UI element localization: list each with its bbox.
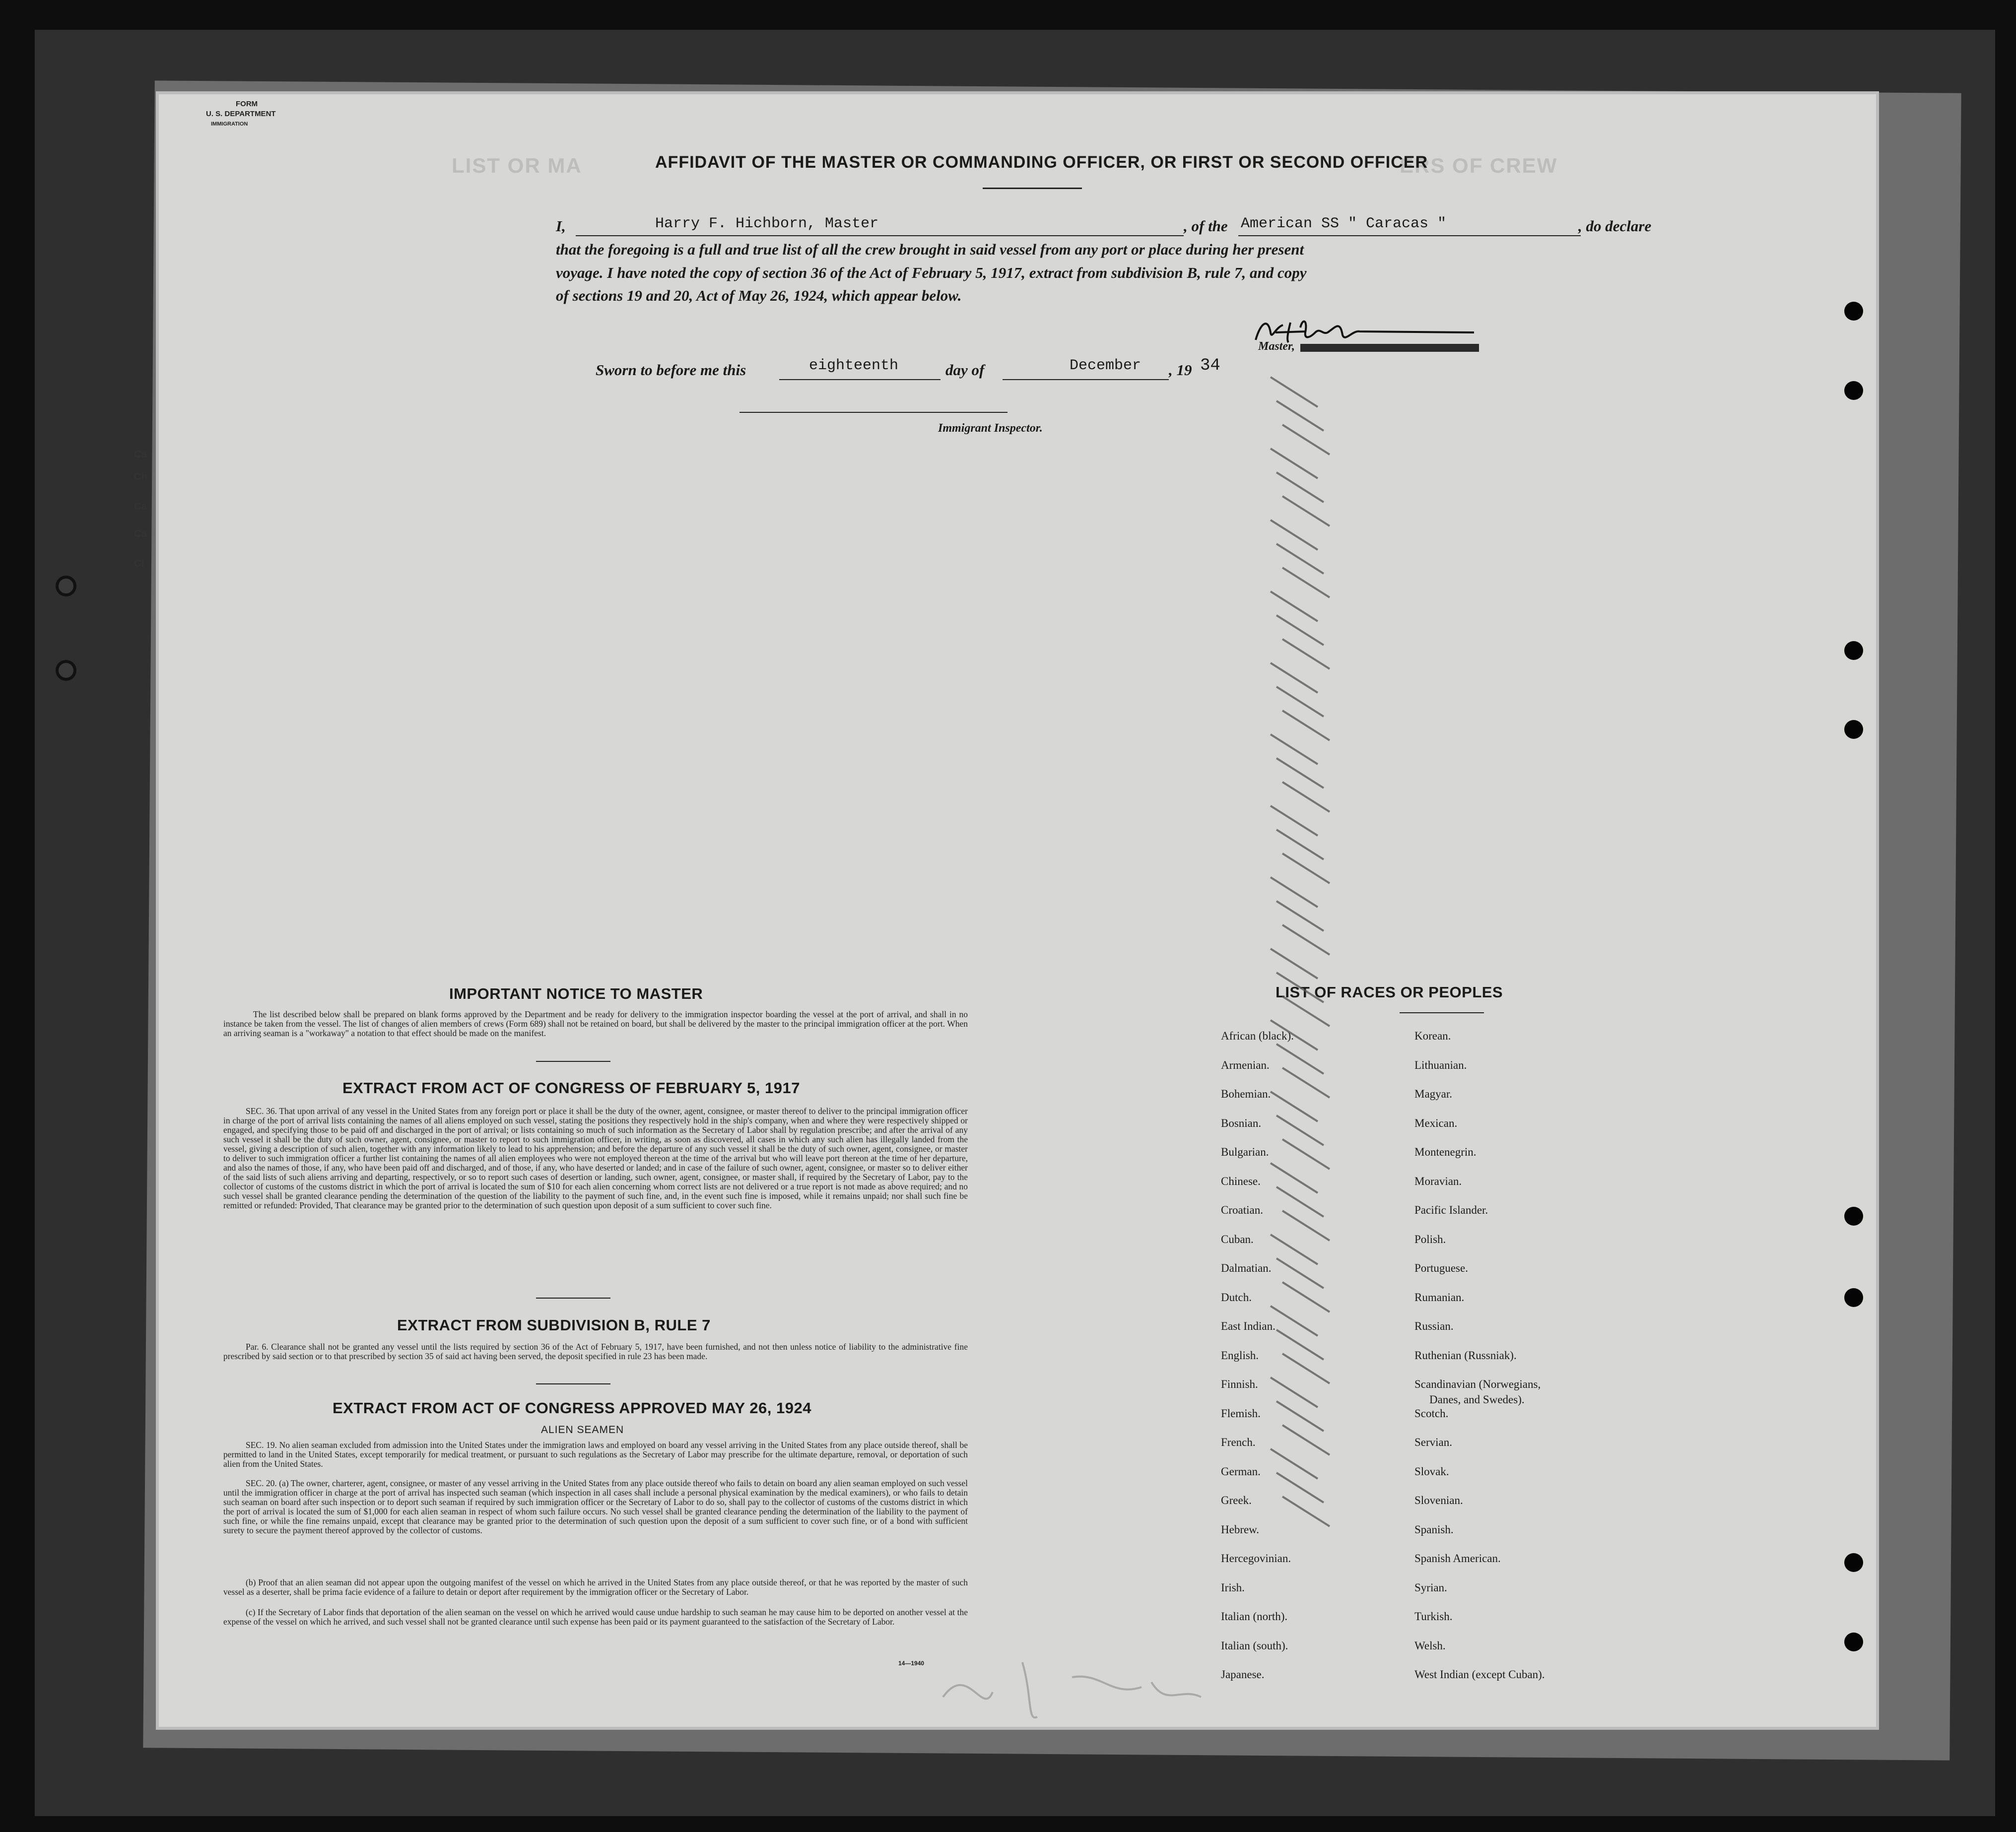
do-declare-label: , do declare (1578, 217, 1652, 235)
race-item: Italian (south). (1221, 1639, 1288, 1652)
affidavit-line-3: voyage. I have noted the copy of section 36 of the Act of February 5, 1917, extract from subdivision B, rule 7, and copy (556, 264, 1307, 281)
race-item: Chinese. (1221, 1175, 1261, 1187)
sec19-text: SEC. 19. No alien seaman excluded from admission into the United States under the immigration laws and employed on board any vessel arriving in the United States from any place outside thereof, shall be permitted to land in the United States, except temporarily for medical treatment, or pursuant to such regulations as the Secretary of Labor may prescribe for the ultimate departure, removal, or deportation of such alien from the United States. (223, 1440, 968, 1469)
faded-heading-right: ERS OF CREW (1400, 154, 1558, 177)
edge-fragment: Ch (134, 471, 147, 482)
punch-hole (56, 576, 76, 596)
extract-1917-body: SEC. 36. That upon arrival of any vessel in the United States from any foreign port or place it shall be the duty of the owner, agent, consignee, or master thereof to deliver to the principal immigration officer in charge of the port of arrival lists containing the names of all aliens employed on such vessel, stating the positions they respectively hold in the ship's company, when and where they were respectively shipped or engaged, and specifying those to be paid off and discharged in the port of arrival; or lists containing so much of such information as the Secretary of Labor shall by regulation prescribe; and after the arrival of any such vessel it shall be the duty of such owner, agent, consignee, or master to report to such immigration officer, in writing, as soon as discovered, all cases in which any such alien has illegally landed from the vessel, giving a description of such alien, together with any information likely to lead to his apprehension; and before the departure of any such vessel it shall be the duty of such owner, agent, consignee, or master to deliver to such immigration officer a further list containing the names of all alien employees who were not employed thereon at the time of the arrival but who will leave port thereon at the time of her departure, and also the names of those, if any, who have been paid off and discharged, and of those, if any, who have deserted or landed; and in case of the failure of such owner, agent, consignee, or master so to deliver either of the said lists of such aliens arriving and departing, respectively, or so to report such cases of desertion or landing, such owner, agent, consignee, or master shall, if required by the Secretary of Labor, pay to the collector of customs of the customs district in which the port of arrival is located the sum of $10 for each alien concerning whom correct lists are not delivered or a true report is not made as above required; and no such vessel shall be granted clearance pending the determination of the question of the liability to the payment of such fine, and, in the event such fine is imposed, while it remains unpaid; nor shall such fine be remitted or refunded: Provided, That clearance may be granted prior to the determination of such question upon deposit of a sum sufficient to cover such fine. (223, 1106, 968, 1210)
corner-line: U. S. DEPARTMENT (206, 110, 276, 118)
race-item: Croatian. (1221, 1204, 1263, 1216)
race-item: Turkish. (1414, 1610, 1453, 1623)
race-item: French. (1221, 1436, 1256, 1448)
vessel-field-line (1238, 235, 1581, 236)
edge-fragment: Ca (134, 528, 147, 539)
race-item: Cuban. (1221, 1233, 1254, 1245)
sec20c-text: (c) If the Secretary of Labor finds that deportation of the alien seaman on the vessel on which he arrived would cause undue hardship to such seaman he may cause him to be deported on another vessel at the expense of the vessel on which he arrived, and such vessel shall not be granted clearance until such expense has been paid or its payment guaranteed to the satisfaction of the Secretary of Labor. (223, 1607, 968, 1627)
extract-1917-heading: EXTRACT FROM ACT OF CONGRESS OF FEBRUARY 5, 1917 (342, 1079, 800, 1097)
day-field-line (779, 379, 941, 380)
race-item: Japanese. (1221, 1668, 1265, 1681)
race-item: Slovenian. (1414, 1494, 1463, 1506)
rule7-rule (536, 1383, 610, 1384)
race-item: Scotch. (1414, 1407, 1449, 1420)
race-item: Ruthenian (Russniak). (1414, 1349, 1517, 1362)
race-item: Moravian. (1414, 1175, 1462, 1187)
race-item: Montenegrin. (1414, 1146, 1477, 1158)
year-value: 34 (1200, 356, 1220, 375)
day-of-label: day of (945, 361, 985, 379)
race-item: Danes, and Swedes). (1429, 1393, 1525, 1406)
punch-hole (1844, 381, 1863, 400)
edge-fragment: Ca (134, 501, 147, 512)
alien-seamen-subheading: ALIEN SEAMEN (541, 1424, 624, 1436)
race-item: Servian. (1414, 1436, 1453, 1448)
race-item: Dalmatian. (1221, 1262, 1272, 1274)
punch-hole (1844, 641, 1863, 660)
rule7-heading: EXTRACT FROM SUBDIVISION B, RULE 7 (397, 1316, 711, 1334)
affidavit-title: AFFIDAVIT OF THE MASTER OR COMMANDING OFFICER, OR FIRST OR SECOND OFFICER (655, 153, 1428, 172)
race-item: Irish. (1221, 1581, 1245, 1594)
notice-body: The list described below shall be prepared on blank forms approved by the Department and be ready for delivery to the immigration inspector boarding the vessel at the port of arrival, and shall in no instance be taken from the vessel. The list of changes of alien members of crews (Form 689) shall not be retained on board, but shall be delivered by the master to the principal immigration officer at the port. When an arriving seaman is a "workaway" a notation to that effect should be made on the manifest. (223, 1009, 968, 1038)
race-item: Syrian. (1414, 1581, 1447, 1594)
race-item: Spanish. (1414, 1523, 1454, 1536)
race-item: Slovak. (1414, 1465, 1449, 1478)
race-item: Russian. (1414, 1320, 1454, 1332)
punch-hole (1844, 302, 1863, 321)
race-item: Hercegovinian. (1221, 1552, 1291, 1565)
race-item: Mexican. (1414, 1116, 1458, 1129)
day-value: eighteenth (809, 357, 899, 374)
year-prefix: , 19 (1169, 361, 1192, 379)
notice-heading: IMPORTANT NOTICE TO MASTER (449, 985, 703, 1002)
affidavit-line-4: of sections 19 and 20, Act of May 26, 1924, which appear below. (556, 287, 962, 304)
form-number: 14—1940 (898, 1660, 925, 1667)
name-field-line (576, 235, 1184, 236)
vessel-value: American SS " Caracas " (1241, 215, 1447, 232)
punch-hole (1844, 1207, 1863, 1226)
race-item: Greek. (1221, 1494, 1252, 1506)
race-item: Portuguese. (1414, 1262, 1468, 1274)
inspector-signature-line (739, 412, 1008, 413)
race-item: East Indian. (1221, 1320, 1276, 1332)
corner-line: FORM (236, 100, 258, 108)
title-rule (983, 188, 1082, 189)
races-rule (1400, 1012, 1484, 1013)
race-item: West Indian (except Cuban). (1414, 1668, 1545, 1681)
master-name-value: Harry F. Hichborn, Master (655, 215, 879, 232)
race-item: Magyar. (1414, 1088, 1453, 1100)
race-item: Korean. (1414, 1030, 1451, 1042)
races-heading: LIST OF RACES OR PEOPLES (1276, 983, 1503, 1001)
of-the-label: , of the (1184, 217, 1228, 235)
race-item: Flemish. (1221, 1407, 1261, 1420)
extract-1924-heading: EXTRACT FROM ACT OF CONGRESS APPROVED MAY 26, 1924 (333, 1399, 811, 1417)
race-item: Welsh. (1414, 1639, 1446, 1652)
corner-line: IMMIGRATION (211, 121, 248, 127)
affidavit-page (159, 94, 1876, 1727)
i-label: I, (556, 217, 566, 235)
race-item: Scandinavian (Norwegians, (1414, 1378, 1541, 1390)
form-corner-stamp (206, 99, 276, 129)
affidavit-line-2: that the foregoing is a full and true list of all the crew brought in said vessel from any port or place during her present (556, 241, 1304, 258)
race-item: English. (1221, 1349, 1259, 1362)
race-item: Hebrew. (1221, 1523, 1260, 1536)
extract-1917-rule (536, 1298, 610, 1299)
rule7-body: Par. 6. Clearance shall not be granted any vessel until the lists required by section 36 of the Act of February 5, 1917, have been furnished, and not then unless notice of liability to the administrative fine prescribed by said section or to that prescribed by section 35 of said act having been served, the deposit specified in rule 23 has been made. (223, 1342, 968, 1361)
race-item: African (black). (1221, 1030, 1294, 1042)
edge-fragment: Cl (134, 558, 144, 569)
faded-heading-left: LIST OR MA (452, 154, 582, 177)
race-item: Lithuanian. (1414, 1058, 1467, 1071)
race-item: Pacific Islander. (1414, 1204, 1488, 1216)
punch-hole (1844, 1633, 1863, 1651)
punch-hole (1844, 1288, 1863, 1307)
edge-fragment: Ca (134, 449, 147, 460)
race-item: Spanish American. (1414, 1552, 1501, 1565)
punch-hole (1844, 1553, 1863, 1572)
race-item: Italian (north). (1221, 1610, 1288, 1623)
race-item: Armenian. (1221, 1058, 1270, 1071)
month-field-line (1003, 379, 1169, 380)
race-item: Polish. (1414, 1233, 1446, 1245)
race-item: Bulgarian. (1221, 1146, 1269, 1158)
punch-hole (56, 660, 76, 681)
struck-out-text (1300, 344, 1479, 352)
notice-rule (536, 1061, 610, 1062)
race-item: Finnish. (1221, 1378, 1258, 1390)
sworn-label: Sworn to before me this (596, 361, 746, 379)
master-label: Master, (1258, 340, 1295, 353)
race-item: German. (1221, 1465, 1261, 1478)
race-item: Rumanian. (1414, 1291, 1465, 1304)
race-item: Bosnian. (1221, 1116, 1262, 1129)
punch-hole (1844, 720, 1863, 739)
race-item: Bohemian. (1221, 1088, 1271, 1100)
sec20b-text: (b) Proof that an alien seaman did not appear upon the outgoing manifest of the vessel on which he arrived in the United States from any place outside thereof, or that he was reported by the master of such vessel as a deserter, shall be prima facie evidence of a failure to detain or deport after requirement by the immigration officer or the Secretary of Labor. (223, 1577, 968, 1597)
inspector-label: Immigrant Inspector. (938, 422, 1043, 435)
month-value: December (1070, 357, 1142, 374)
sec20a-text: SEC. 20. (a) The owner, charterer, agent, consignee, or master of any vessel arriving in the United States from any place outside thereof who fails to detain on board any alien seaman employed on such vessel until the immigration officer in charge at the port of arrival has inspected such seaman (which inspection in all cases shall include a personal physical examination by the medical examiners), or who fails to detain such seaman on board after such inspection or to deport such seaman if required by such immigration officer or the Secretary of Labor to do so, shall pay to the collector of customs of the customs district in which the port of arrival is located the sum of $1,000 for each alien seaman in respect of whom such failure occurs. No such vessel shall be granted clearance pending the determination of the liability to the payment of such fine, or while the fine remains unpaid, except that clearance may be granted prior to the determination of such question upon the deposit of a sum sufficient to cover such fine, or of a bond with sufficient surety to secure the payment thereof approved by the collector of customs. (223, 1478, 968, 1535)
race-item: Dutch. (1221, 1291, 1252, 1304)
